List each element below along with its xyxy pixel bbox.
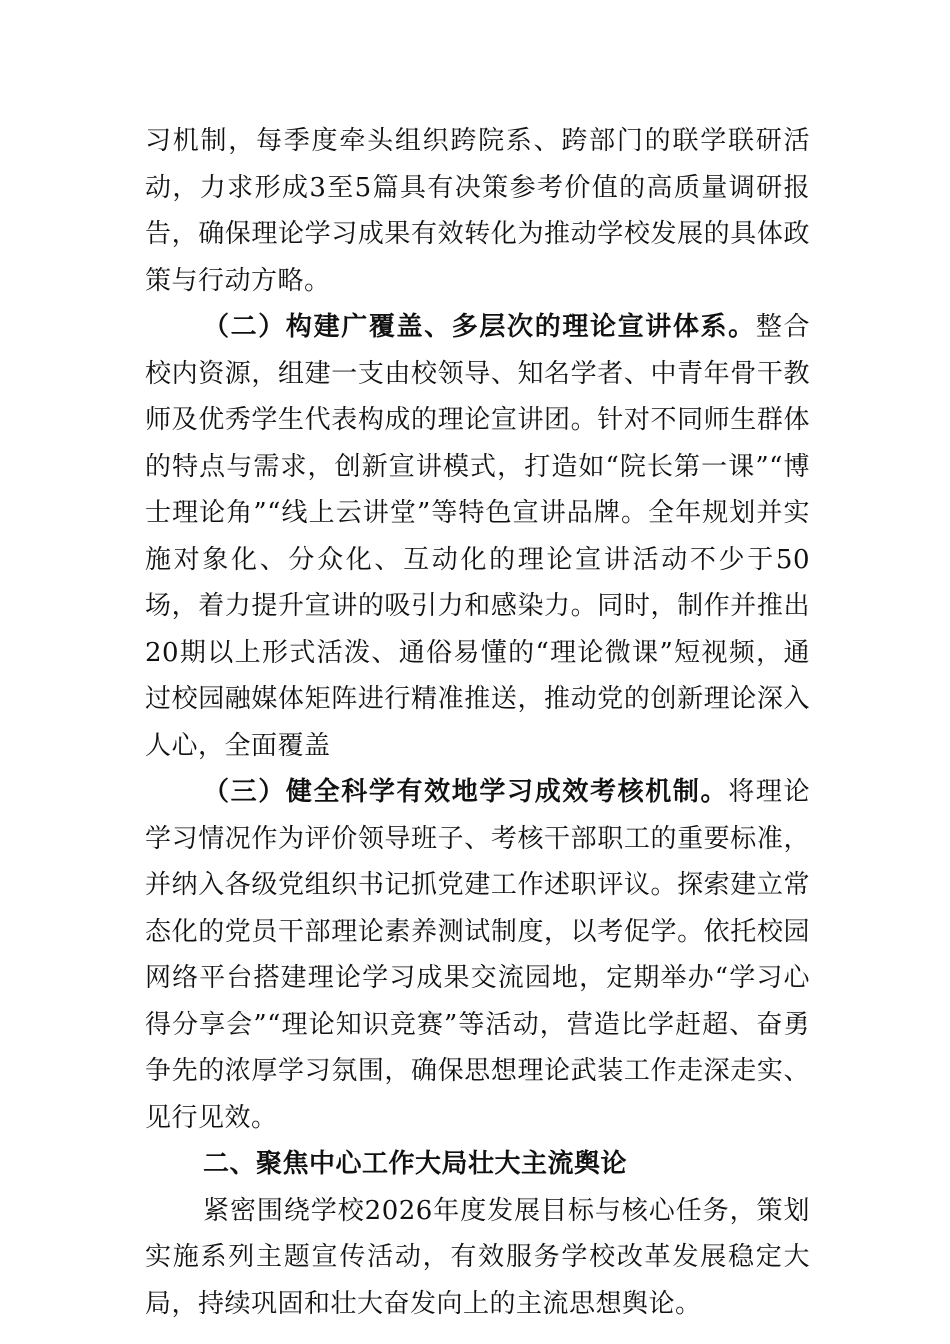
section-3-body: 将理论学习情况作为评价领导班子、考核干部职工的重要标准，并纳入各级党组织书记抓党建工作述职评议。探索建立常态化的党员干部理论素养测试制度，以考促学。依托校园网络平台搭建理论学习成果交流园地，定期举办“学习心得分享会”“理论知识竞赛”等活动，营造比学赶超、奋勇争先的浓厚学习氛围，确保思想理论武装工作走深走实、见行见效。: [145, 777, 810, 1133]
section-2-paragraph: [145, 304, 810, 769]
section-2-title: （二）构建广覆盖、多层次的理论宣讲体系。: [203, 312, 756, 342]
document-body: [145, 118, 810, 1327]
final-paragraph: 紧密围绕学校2026年度发展目标与核心任务，策划实施系列主题宣传活动，有效服务学校改革发展稳定大局，持续巩固和壮大奋发向上的主流思想舆论。: [145, 1195, 810, 1319]
heading-2: 二、聚焦中心工作大局壮大主流舆论: [203, 1149, 628, 1179]
section-3-paragraph: [145, 769, 810, 1141]
section-2-body: 整合校内资源，组建一支由校领导、知名学者、中青年骨干教师及优秀学生代表构成的理论宣讲团。针对不同师生群体的特点与需求，创新宣讲模式，打造如“院长第一课”“博士理论角”“线上云讲堂”等特色宣讲品牌。全年规划并实施对象化、分众化、互动化的理论宣讲活动不少于50场，着力提升宣讲的吸引力和感染力。同时，制作并推出20期以上形式活泼、通俗易懂的“理论微课”短视频，通过校园融媒体矩阵进行精准推送，推动党的创新理论深入人心，全面覆盖: [145, 312, 810, 761]
continued-paragraph: 习机制，每季度牵头组织跨院系、跨部门的联学联研活动，力求形成3至5篇具有决策参考价值的高质量调研报告，确保理论学习成果有效转化为推动学校发展的具体政策与行动方略。: [145, 126, 810, 296]
section-3-title: （三）健全科学有效地学习成效考核机制。: [203, 777, 729, 807]
